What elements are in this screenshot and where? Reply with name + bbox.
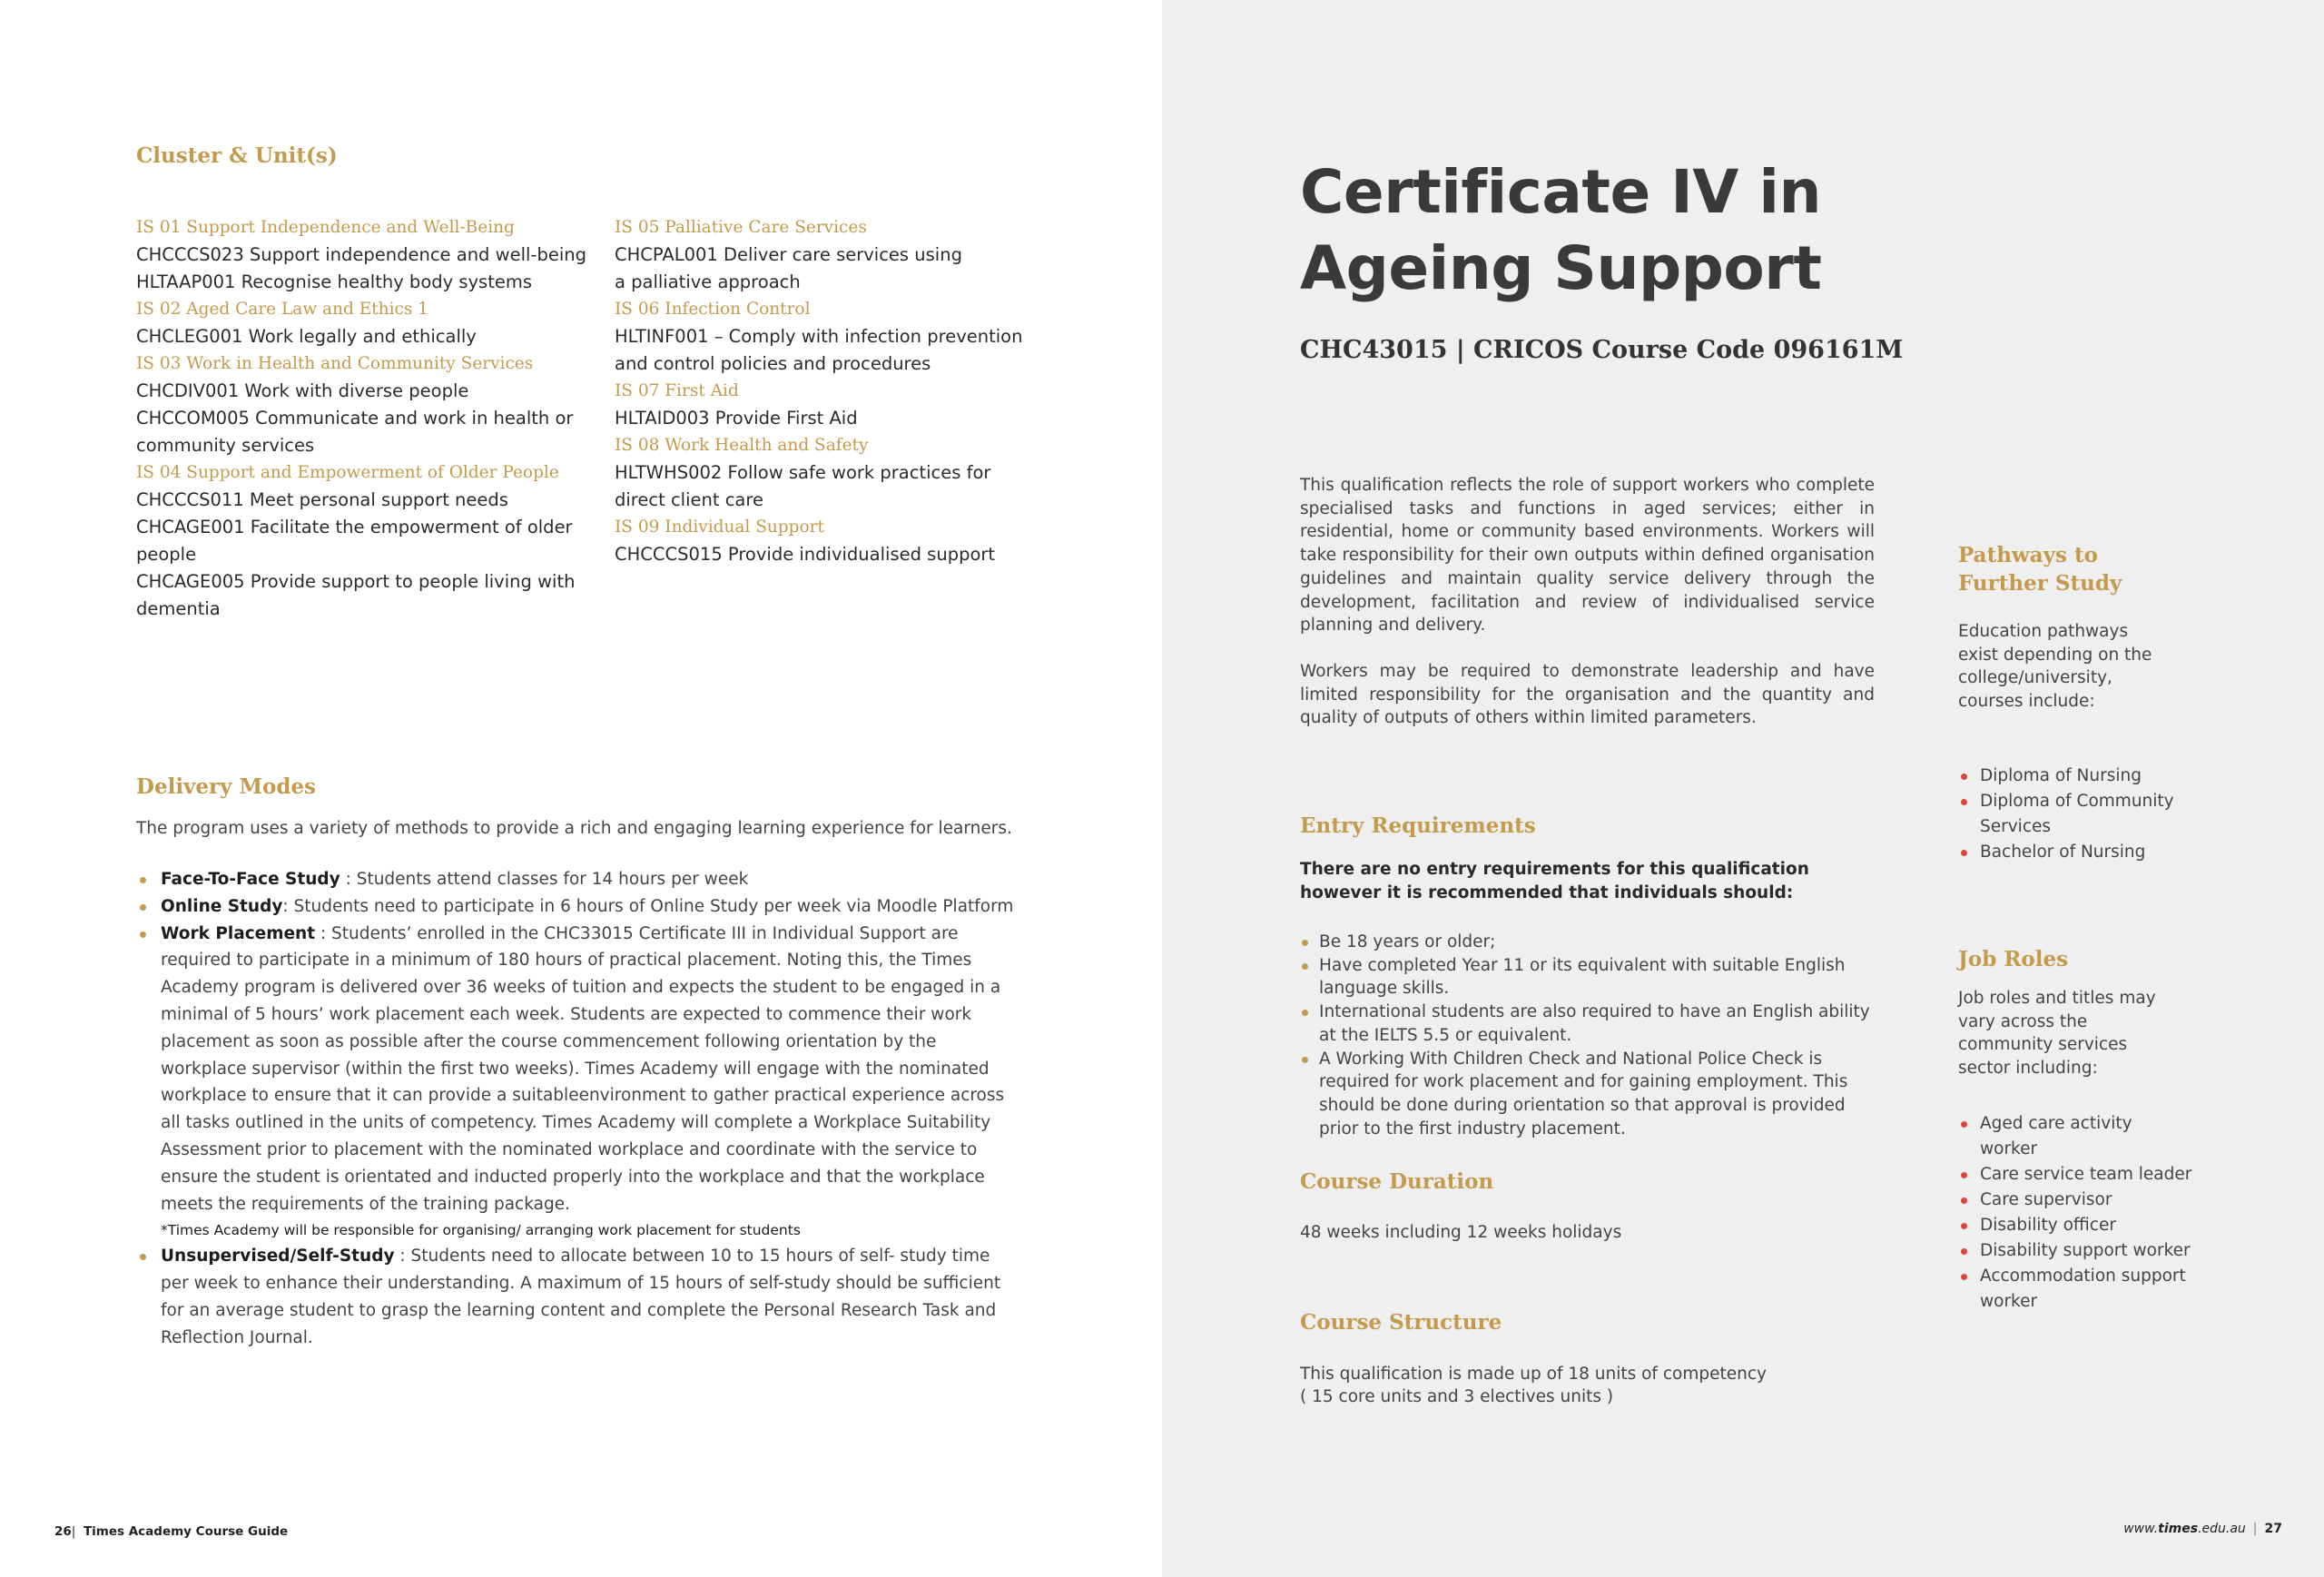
unit-line: HLTINF001 – Comply with infection prevention	[615, 326, 1023, 347]
delivery-mode-text: : Students’ enrolled in the CHC33015 Certificate III in Individual Support are required to participate in a minimum of 180 hours of practical placement. Noting this, the Times Academy program is delivered over 36 weeks of tuition and expects the student to be engaged in a minimal of 5 hours’ work placement each week. Students are expected to commence their work placement as soon as possible after the course commencement following orientation by the workplace supervisor (within the first two weeks). Times Academy will engage with the nominated workplace to ensure that it can provide a suitableenvironment to gather practical experience across all tasks outlined in the units of competency. Times Academy will complete a Workplace Suitability Assessment prior to placement with the nominated workplace and coordinate with the service to ensure the student is orientated and inducted properly into the workplace and that the workplace meets the requirements of the training package.	[161, 923, 1005, 1214]
job-role-item: Accommodation support worker	[1958, 1264, 2194, 1315]
unit-line: CHCAGE005 Provide support to people living with	[136, 571, 576, 592]
course-code: CHC43015 | CRICOS Course Code 096161M	[1300, 336, 1904, 364]
description-paragraph: This qualification reflects the role of support workers who complete specialised tasks and functions in aged services; either in residential, home or community based environments. Workers will take responsibility for their own outputs within defined organisation guidelines and maintain quality service delivery through the development, facilitation and review of individualised service planning and delivery.	[1300, 476, 1875, 636]
unit-line: CHCCCS011 Meet personal support needs	[136, 489, 508, 510]
course-title-line-1: Certificate IV in	[1300, 157, 1821, 227]
unit-cluster-title: IS 04 Support and Empowerment of Older People	[136, 463, 559, 482]
delivery-mode-label: Online Study	[161, 896, 283, 916]
website-link[interactable]: www.times.edu.au	[2123, 1522, 2246, 1536]
delivery-mode-text: : Students attend classes for 14 hours per week	[340, 870, 749, 889]
unit-line: people	[136, 544, 197, 565]
delivery-mode-item	[136, 866, 1017, 893]
unit-cluster-title: IS 07 First Aid	[615, 381, 739, 400]
course-duration-heading: Course Duration	[1300, 1169, 1494, 1194]
job-role-item: Care service team leader	[1958, 1162, 2194, 1188]
delivery-intro: The program uses a variety of methods to provide a rich and engaging learning experience for learners.	[136, 819, 1012, 838]
delivery-mode-label: Unsupervised/Self-Study	[161, 1247, 395, 1267]
entry-requirement-item: Be 18 years or older;	[1300, 931, 1881, 954]
pathway-item: Diploma of Nursing	[1958, 764, 2194, 789]
description-paragraph: Workers may be required to demonstrate leadership and have limited responsibility for the organisation and the quantity and quality of outputs of others within limited parameters.	[1300, 661, 1875, 728]
footer-left: 26| Times Academy Course Guide	[54, 1524, 289, 1539]
unit-line: CHCCCS015 Provide individualised support	[615, 544, 996, 565]
job-role-item: Aged care activity worker	[1958, 1111, 2194, 1162]
unit-cluster-title: IS 03 Work in Health and Community Services	[136, 354, 534, 373]
unit-line: HLTAID003 Provide First Aid	[615, 408, 858, 429]
units-column-1	[136, 214, 608, 623]
units-column-2	[615, 214, 1087, 568]
job-roles-heading: Job Roles	[1958, 947, 2069, 971]
pathways-list	[1958, 764, 2194, 865]
job-role-item: Care supervisor	[1958, 1188, 2194, 1213]
delivery-modes-list	[136, 866, 1017, 1352]
entry-requirement-item: Have completed Year 11 or its equivalent with suitable English language skills.	[1300, 954, 1881, 1000]
course-description	[1300, 474, 1875, 730]
unit-line: HLTAAP001 Recognise healthy body systems	[136, 271, 533, 292]
entry-requirements-list	[1300, 931, 1881, 1140]
entry-requirement-item: International students are also required to have an English ability at the IELTS 5.5 or equivalent.	[1300, 1000, 1881, 1047]
delivery-mode-note: *Times Academy will be responsible for organising/ arranging work placement for students	[161, 1222, 801, 1239]
job-role-item: Disability officer	[1958, 1213, 2194, 1238]
unit-line: direct client care	[615, 489, 763, 510]
delivery-mode-text: : Students need to allocate between 10 to 15 hours of self- study time per week to enhance their understanding. A maximum of 15 hours of self-study should be sufficient for an average student to grasp the learning content and complete the Personal Research Task and Reflection Journal.	[161, 1247, 1001, 1347]
course-structure-line-1: This qualification is made up of 18 units of competency	[1300, 1365, 1767, 1384]
course-structure-heading: Course Structure	[1300, 1310, 1502, 1335]
unit-line: dementia	[136, 598, 221, 619]
entry-requirements-heading: Entry Requirements	[1300, 813, 1536, 838]
pathways-heading: Pathways to Further Study	[1958, 543, 2122, 596]
footer-right	[2123, 1522, 2282, 1536]
footer-separator: |	[2252, 1522, 2258, 1536]
job-roles-text: Job roles and titles may vary across the community services sector including:	[1958, 989, 2156, 1079]
course-structure-text	[1300, 1363, 1767, 1408]
unit-cluster-title: IS 01 Support Independence and Well-Being	[136, 218, 515, 237]
unit-line: community services	[136, 435, 315, 456]
delivery-mode-label: Work Placement	[161, 923, 316, 943]
unit-line: HLTWHS002 Follow safe work practices for	[615, 462, 991, 483]
unit-cluster-title: IS 02 Aged Care Law and Ethics 1	[136, 300, 428, 319]
entry-requirements-intro: There are no entry requirements for this qualification however it is recommended that individuals should:	[1300, 860, 1809, 902]
unit-cluster-title: IS 06 Infection Control	[615, 300, 811, 319]
pathways-text: Education pathways exist depending on the college/university, courses include:	[1958, 622, 2152, 712]
unit-line: CHCCOM005 Communicate and work in health or	[136, 408, 574, 429]
pathway-item: Bachelor of Nursing	[1958, 840, 2194, 865]
unit-cluster-title: IS 05 Palliative Care Services	[615, 218, 867, 237]
page-number-left: 26	[54, 1524, 72, 1539]
course-title-line-2: Ageing Support	[1300, 233, 1822, 303]
entry-requirement-item: A Working With Children Check and National Police Check is required for work placement and for gaining employment. This should be done during orientation so that approval is provided prior to the first industry placement.	[1300, 1048, 1881, 1141]
delivery-modes-heading: Delivery Modes	[136, 774, 317, 799]
unit-line: CHCCCS023 Support independence and well-being	[136, 244, 586, 265]
delivery-mode-item	[136, 1243, 1017, 1351]
unit-line: CHCAGE001 Facilitate the empowerment of older	[136, 517, 573, 537]
unit-line: and control policies and procedures	[615, 353, 931, 374]
delivery-mode-label: Face-To-Face Study	[161, 870, 340, 889]
delivery-mode-text: : Students need to participate in 6 hours of Online Study per week via Moodle Platform	[282, 896, 1014, 916]
pathway-item: Diploma of Community Services	[1958, 789, 2194, 840]
course-title	[1300, 154, 1821, 307]
delivery-mode-item	[136, 921, 1017, 1244]
page-number-right: 27	[2264, 1522, 2282, 1536]
course-structure-line-2: ( 15 core units and 3 electives units )	[1300, 1387, 1614, 1406]
unit-line: CHCLEG001 Work legally and ethically	[136, 326, 477, 347]
cluster-units-heading: Cluster & Unit(s)	[136, 143, 338, 168]
unit-cluster-title: IS 09 Individual Support	[615, 517, 824, 537]
course-duration-text: 48 weeks including 12 weeks holidays	[1300, 1223, 1622, 1242]
unit-line: CHCPAL001 Deliver care services using	[615, 244, 962, 265]
unit-line: CHCDIV001 Work with diverse people	[136, 380, 469, 401]
unit-line: a palliative approach	[615, 271, 801, 292]
guide-title: Times Academy Course Guide	[83, 1524, 289, 1539]
unit-cluster-title: IS 08 Work Health and Safety	[615, 436, 869, 455]
job-roles-list	[1958, 1111, 2194, 1315]
delivery-mode-item	[136, 893, 1017, 921]
job-role-item: Disability support worker	[1958, 1238, 2194, 1264]
